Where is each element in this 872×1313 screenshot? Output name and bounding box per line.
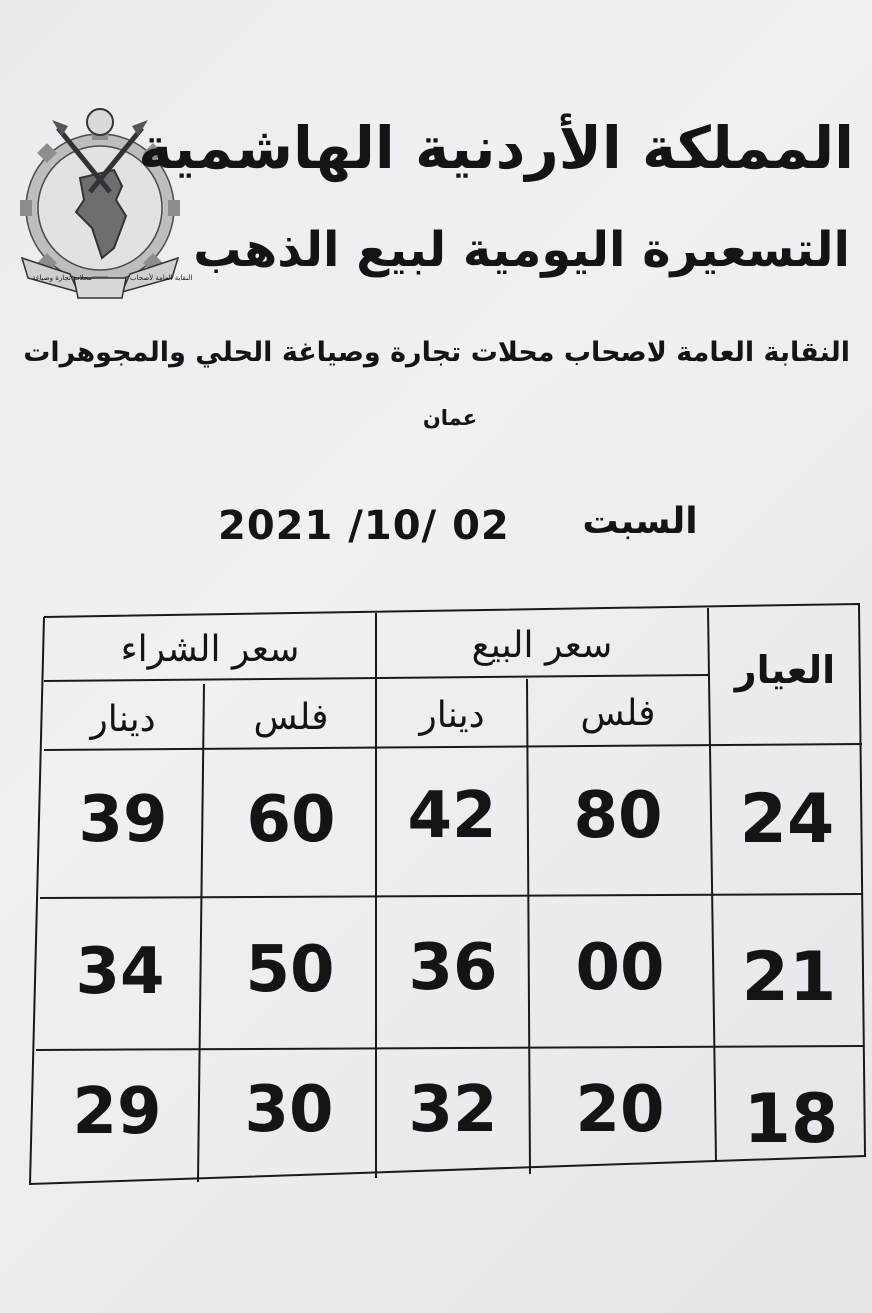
buy-fils-header: فلس	[253, 697, 329, 738]
row-24-karat: 24	[739, 780, 835, 859]
row-21-sell-dinar: 36	[408, 931, 498, 1005]
row-21-buy-dinar: 34	[75, 935, 165, 1009]
karat-column-header: العيار	[734, 648, 836, 692]
sell-price-header: سعر البيع	[471, 625, 613, 666]
row-21-sell-fils: 00	[575, 931, 665, 1005]
row-18-buy-fils: 30	[244, 1073, 334, 1147]
row-18-sell-fils: 20	[575, 1073, 665, 1147]
row-21-karat: 21	[741, 938, 837, 1017]
buy-price-header: سعر الشراء	[120, 629, 300, 670]
sell-fils-header: فلس	[580, 693, 656, 734]
row-24-buy-dinar: 39	[78, 783, 168, 857]
row-18-sell-dinar: 32	[408, 1073, 498, 1147]
emblem-caption-left: محلات تجارة وصياغة	[32, 274, 93, 282]
row-18-karat: 18	[743, 1080, 839, 1159]
daily-pricing-title: التسعيرة اليومية لبيع الذهب	[193, 222, 850, 278]
union-name: النقابة العامة لاصحاب محلات تجارة وصياغة الحلي والمجوهرات	[23, 337, 850, 368]
row-18-buy-dinar: 29	[72, 1075, 162, 1149]
day-name: السبت	[582, 501, 698, 542]
kingdom-title: المملكة الأردنية الهاشمية	[138, 114, 854, 182]
city-name: عمان	[422, 406, 478, 430]
emblem-caption-right: النقابة العامة لأصحاب	[130, 274, 193, 282]
sell-dinar-header: دينار	[419, 695, 485, 736]
row-24-buy-fils: 60	[246, 783, 336, 857]
row-24-sell-fils: 80	[573, 779, 663, 853]
row-24-sell-dinar: 42	[407, 779, 497, 853]
buy-dinar-header: دينار	[90, 699, 156, 740]
date-value: 2021 /10/ 02	[218, 503, 510, 549]
row-21-buy-fils: 50	[245, 933, 335, 1007]
